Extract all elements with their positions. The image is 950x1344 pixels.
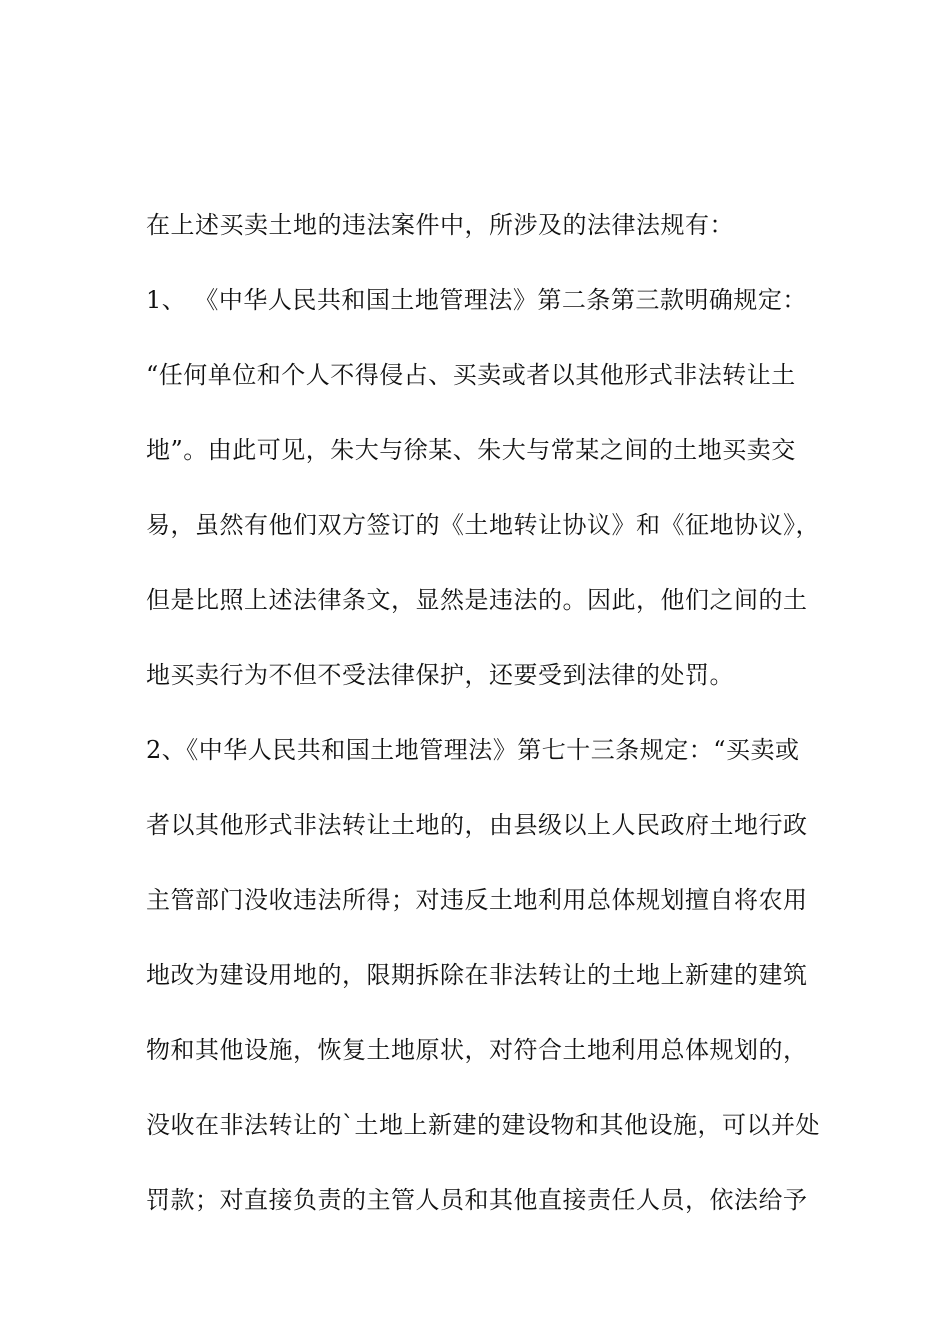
article-1-line: “任何单位和个人不得侵占、买卖或者以其他形式非法转让土 xyxy=(146,361,796,389)
article-1-line: 易，虽然有他们双方签订的《土地转让协议》和《征地协议》， xyxy=(146,511,820,539)
article-2-line: 没收在非法转让的`土地上新建的建设物和其他设施，可以并处 xyxy=(146,1111,820,1139)
article-2-line: 主管部门没收违法所得；对违反土地利用总体规划擅自将农用 xyxy=(146,886,808,914)
document-body xyxy=(146,205,826,1255)
article-2-line: 物和其他设施，恢复土地原状，对符合土地利用总体规划的， xyxy=(146,1036,808,1064)
article-2-line: 罚款；对直接负责的主管人员和其他直接责任人员，依法给予 xyxy=(146,1186,808,1214)
article-1-line: 1、 《中华人民共和国土地管理法》第二条第三款明确规定： xyxy=(146,286,807,314)
article-2-line: 者以其他形式非法转让土地的，由县级以上人民政府土地行政 xyxy=(146,811,808,839)
article-2-line: 地改为建设用地的，限期拆除在非法转让的土地上新建的建筑 xyxy=(146,961,808,989)
article-1-line: 地买卖行为不但不受法律保护，还要受到法律的处罚。 xyxy=(146,661,734,689)
article-2-line: 2、《中华人民共和国土地管理法》第七十三条规定：“买卖或 xyxy=(146,736,800,764)
article-1-line: 地”。由此可见，朱大与徐某、朱大与常某之间的土地买卖交 xyxy=(146,436,796,464)
article-1-line: 但是比照上述法律条文，显然是违法的。因此，他们之间的土 xyxy=(146,586,808,614)
intro-line: 在上述买卖土地的违法案件中，所涉及的法律法规有： xyxy=(146,211,734,239)
